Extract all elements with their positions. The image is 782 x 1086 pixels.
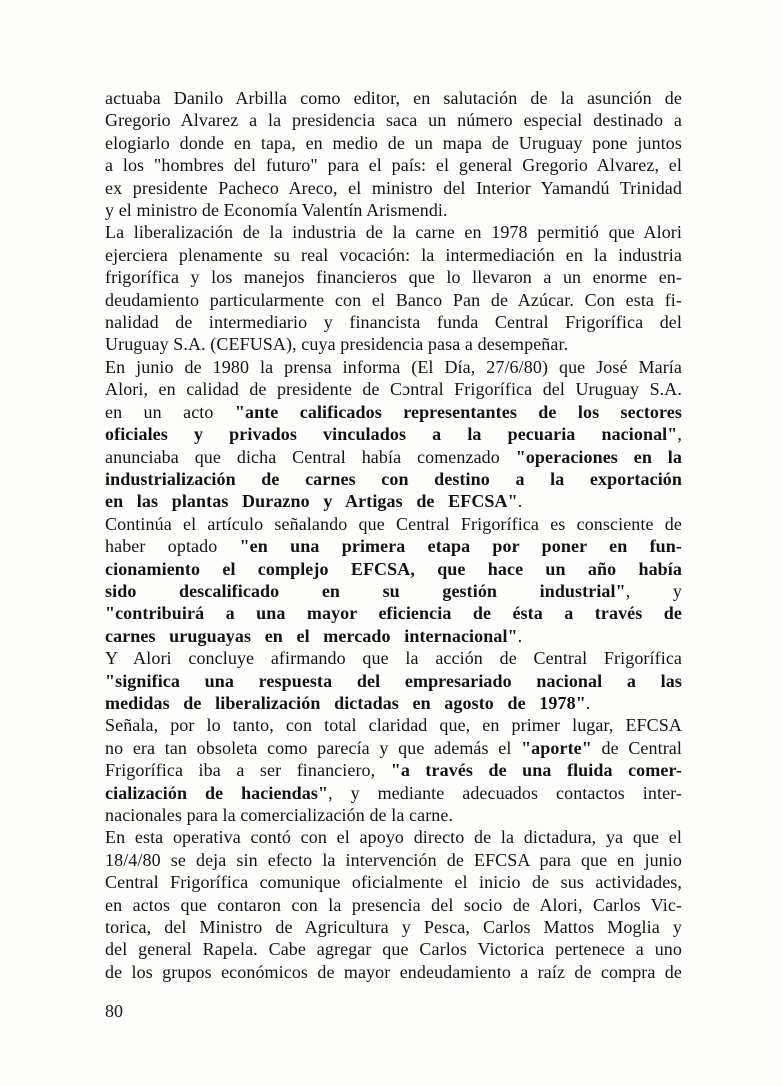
bold-text-segment: cialización de haciendas" xyxy=(105,782,329,803)
bold-text-segment: "contribuirá a una mayor eficiencia de ésta a través de xyxy=(105,603,682,624)
text-segment: En esta operativa contó con el apoyo directo de la dictadura, ya que el xyxy=(105,827,682,848)
text-line xyxy=(105,311,682,333)
text-line xyxy=(105,177,682,199)
text-line xyxy=(105,670,682,692)
text-segment: Continúa el artículo señalando que Central Frigorífica es consciente de xyxy=(105,513,682,534)
bold-text-segment: oficiales y privados vinculados a la pecuaria nacional" xyxy=(105,424,678,445)
bold-text-segment: "a través de una fluida comer- xyxy=(390,760,682,781)
text-segment: nalidad de intermediario y financista funda Central Frigorífica del xyxy=(105,312,682,333)
text-segment: Gregorio Alvarez a la presidencia saca un número especial destinado a xyxy=(105,110,682,131)
page-number: 80 xyxy=(105,1001,123,1021)
text-segment: en un acto xyxy=(105,401,235,422)
bold-text-segment: "aporte" xyxy=(521,737,592,758)
text-line xyxy=(105,961,682,983)
bold-text-segment: carnes uruguayas en el mercado internacional" xyxy=(105,625,518,646)
text-segment: Y Alori concluye afirmando que la acción de Central Frigorífica xyxy=(105,648,682,669)
text-line xyxy=(105,401,682,423)
text-line xyxy=(105,109,682,131)
text-line xyxy=(105,558,682,580)
bold-text-segment: "ante calificados representantes de los sectores xyxy=(234,401,682,422)
text-segment: , xyxy=(677,424,682,445)
text-line xyxy=(105,782,682,804)
text-line xyxy=(105,804,682,826)
text-line xyxy=(105,849,682,871)
bold-text-segment: en las plantas Durazno y Artigas de EFCSA" xyxy=(105,491,518,512)
text-line xyxy=(105,602,682,624)
text-segment: en actos que contaron con la presencia del socio de Alori, Carlos Vic- xyxy=(105,894,682,915)
bold-text-segment: medidas de liberalización dictadas en agosto de 1978" xyxy=(105,692,586,713)
text-segment: actuaba Danilo Arbilla como editor, en salutación de la asunción de xyxy=(105,88,682,108)
text-segment: haber optado xyxy=(105,536,240,557)
text-line xyxy=(105,244,682,266)
text-segment: Uruguay S.A. (CEFUSA), cuya presidencia pasa a desempeñar. xyxy=(105,334,569,355)
text-segment: anunciaba que dicha Central había comenzado xyxy=(105,446,516,467)
text-line xyxy=(105,356,682,378)
text-segment: del general Rapela. Cabe agregar que Carlos Victorica pertenece a uno xyxy=(105,939,682,960)
text-line xyxy=(105,871,682,893)
text-line xyxy=(105,199,682,221)
text-line xyxy=(105,737,682,759)
text-segment: frigorífica y los manejos financieros que lo llevaron a un enorme en- xyxy=(105,267,682,288)
text-line xyxy=(105,333,682,355)
text-line xyxy=(105,625,682,647)
text-line xyxy=(105,647,682,669)
text-line xyxy=(105,423,682,445)
text-line xyxy=(105,490,682,512)
text-segment: no era tan obsoleta como parecía y que además el xyxy=(105,737,522,758)
bold-text-segment: "operaciones en la xyxy=(515,446,683,467)
text-segment: En junio de 1980 la prensa informa (El Día, 27/6/80) que José María xyxy=(105,356,682,377)
text-segment: ex presidente Pacheco Areco, el ministro del Interior Yamandú Trinidad xyxy=(105,177,682,198)
text-segment: nacionales para la comercialización de la carne. xyxy=(105,805,454,825)
text-line xyxy=(105,916,682,938)
text-line xyxy=(105,759,682,781)
text-line xyxy=(105,289,682,311)
bold-text-segment: cionamiento el complejo EFCSA, que hace un año había xyxy=(105,558,682,579)
text-segment: Alori, en calidad de presidente de Cɔntral Frigorífica del Uruguay S.A. xyxy=(105,379,682,400)
text-segment: Frigorífica iba a ser financiero, xyxy=(105,760,391,781)
text-segment: , y mediante adecuados contactos inter- xyxy=(328,782,682,803)
text-line xyxy=(105,826,682,848)
bold-text-segment: "significa una respuesta del empresariado nacional a las xyxy=(105,670,682,691)
bold-text-segment: "en una primera etapa por poner en fun- xyxy=(239,536,682,557)
text-segment: deudamiento particularmente con el Banco Pan de Azúcar. Con esta fi- xyxy=(105,289,682,310)
text-line xyxy=(105,132,682,154)
text-line xyxy=(105,714,682,736)
text-line xyxy=(105,513,682,535)
text-line xyxy=(105,154,682,176)
text-block xyxy=(105,87,682,983)
bold-text-segment: sido descalificado en su gestión industrial" xyxy=(105,580,626,601)
text-line xyxy=(105,938,682,960)
text-segment: de los grupos económicos de mayor endeudamiento a raíz de compra de xyxy=(105,961,682,982)
bold-text-segment: industrialización de carnes con destino a la exportación xyxy=(105,468,682,489)
text-line xyxy=(105,468,682,490)
text-line xyxy=(105,692,682,714)
text-segment: , y xyxy=(625,580,682,601)
text-line xyxy=(105,378,682,400)
text-line xyxy=(105,266,682,288)
text-segment: elogiarlo donde en tapa, en medio de un mapa de Uruguay pone juntos xyxy=(105,132,682,153)
text-segment: y el ministro de Economía Valentín Arismendi. xyxy=(105,200,448,221)
text-segment: . xyxy=(585,692,591,713)
text-segment: Central Frigorífica comunique oficialmente el inicio de sus actividades, xyxy=(105,872,682,893)
text-line xyxy=(105,87,682,109)
text-segment: Señala, por lo tanto, con total claridad que, en primer lugar, EFCSA xyxy=(105,715,682,736)
text-segment: torica, del Ministro de Agricultura y Pesca, Carlos Mattos Moglia y xyxy=(105,917,682,938)
text-line xyxy=(105,894,682,916)
text-line xyxy=(105,535,682,557)
text-segment: de Central xyxy=(591,737,682,758)
text-segment: La liberalización de la industria de la carne en 1978 permitió que Alori xyxy=(105,222,682,243)
text-segment: . xyxy=(517,625,523,646)
text-segment: ejerciera plenamente su real vocación: la intermediación en la industria xyxy=(105,244,682,265)
text-segment: . xyxy=(517,491,523,512)
text-line xyxy=(105,221,682,243)
text-segment: 18/4/80 se deja sin efecto la intervención de EFCSA para que en junio xyxy=(105,849,682,870)
text-line xyxy=(105,446,682,468)
text-segment: a los "hombres del futuro" para el país: el general Gregorio Alvarez, el xyxy=(105,155,682,176)
text-line xyxy=(105,580,682,602)
